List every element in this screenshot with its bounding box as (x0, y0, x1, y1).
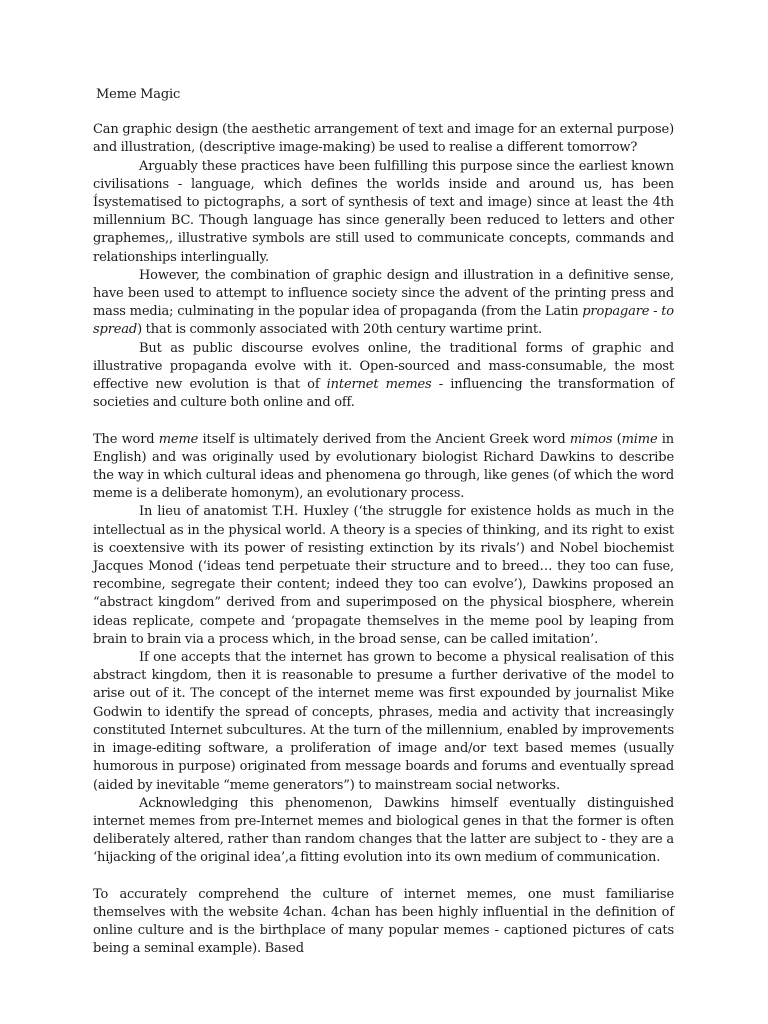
paragraph-p5 (93, 431, 674, 504)
paragraph-text: - influencing the transformation of societies and culture both online and off. (93, 377, 674, 411)
document-page (93, 86, 674, 959)
italic-text: propagare - to spread (93, 304, 674, 338)
paragraph-p3 (93, 267, 674, 340)
paragraph-p1 (93, 121, 674, 157)
paragraph-text: To accurately comprehend the culture of internet memes, one must familiarise themselves with the website 4chan. 4chan has been highly influential in the definition of online culture and is the birthplace of many popular memes - captioned pictures of cats being a seminal example). Based (93, 886, 674, 957)
italic-text: internet memes (326, 377, 432, 393)
document-title: Meme Magic (96, 87, 181, 102)
paragraph-text: But as public discourse evolves online, the traditional forms of graphic and illustrative propaganda evolve with it. Open-sourced and mass-consumable, the most effective new evolution is that of (93, 340, 674, 393)
paragraph-text: ( (612, 431, 622, 447)
paragraph-text: Arguably these practices have been fulfilling this purpose since the earliest known civilisations - language, which defines the worlds inside and around us, has been Ísystematised to pictographs, a sort of synthesis of text and image) since at least the 4th millennium BC. Though language has since generally been reduced to letters and other graphemes,, illustrative symbols are still used to communicate concepts, commands and relationships interlingually. (93, 158, 674, 265)
paragraph-text: itself is ultimately derived from the Ancient Greek word (198, 431, 570, 447)
paragraph-text: The word (93, 431, 159, 447)
paragraph-text: In lieu of anatomist T.H. Huxley (‘the struggle for existence holds as much in the intellectual as in the physical world. A theory is a species of thinking, and its right to exist is coextensive with its power of resisting extinction by its rivals’) and Nobel biochemist Jacques Monod (‘ideas tend perpetuate their structure and to breed… they too can fuse, recombine, segregate their content; indeed they too can evolve’), Dawkins proposed an “abstract kingdom” derived from and superimposed on the physical biosphere, wherein ideas replicate, compete and ‘propagate themselves in the meme pool by leaping from brain to brain via a process which, in the broad sense, can be called imitation’. (93, 504, 674, 647)
paragraph-p2 (93, 158, 674, 267)
paragraph-text: However, the combination of graphic design and illustration in a definitive sense, have been used to attempt to influence society since the advent of the printing press and mass media; culminating in the popular idea of propaganda (from the Latin (93, 267, 674, 320)
paragraph-text: Acknowledging this phenomenon, Dawkins himself eventually distinguished internet memes from pre-Internet memes and biological genes in that the former is often deliberately altered, rather than random changes that the latter are subject to - they are a ‘hijacking of the original idea’,a fitting evolution into its own medium of communication. (93, 795, 674, 866)
italic-text: meme (158, 431, 199, 447)
paragraph-p7 (93, 649, 674, 795)
paragraph-p9 (93, 886, 674, 959)
document-body (93, 121, 674, 958)
paragraph-text: Can graphic design (the aesthetic arrangement of text and image for an external purpose) and illustration, (descriptive image-making) be used to realise a different tomorrow? (93, 122, 674, 156)
italic-text: mime (621, 431, 658, 447)
paragraph-text: in English) and was originally used by evolutionary biologist Richard Dawkins to describe the way in which cultural ideas and phenomena go through, like genes (of which the word meme is a deliberate homonym), an evolutionary process. (93, 431, 674, 502)
paragraph-text: If one accepts that the internet has grown to become a physical realisation of this abstract kingdom, then it is reasonable to presume a further derivative of the model to arise out of it. The concept of the internet meme was first expounded by journalist Mike Godwin to identify the spread of concepts, phrases, media and activity that increasingly constituted Internet subcultures. At the turn of the millennium, enabled by improvements in image-editing software, a proliferation of image and/or text based memes (usually humorous in purpose) originated from message boards and forums and eventually spread (aided by inevitable “meme generators”) to mainstream social networks. (93, 650, 674, 793)
paragraph-text: ) that is commonly associated with 20th century wartime print. (137, 322, 542, 338)
paragraph-p6 (93, 503, 674, 649)
paragraph-p4 (93, 340, 674, 413)
paragraph-p8 (93, 795, 674, 868)
italic-text: mimos (569, 431, 613, 447)
